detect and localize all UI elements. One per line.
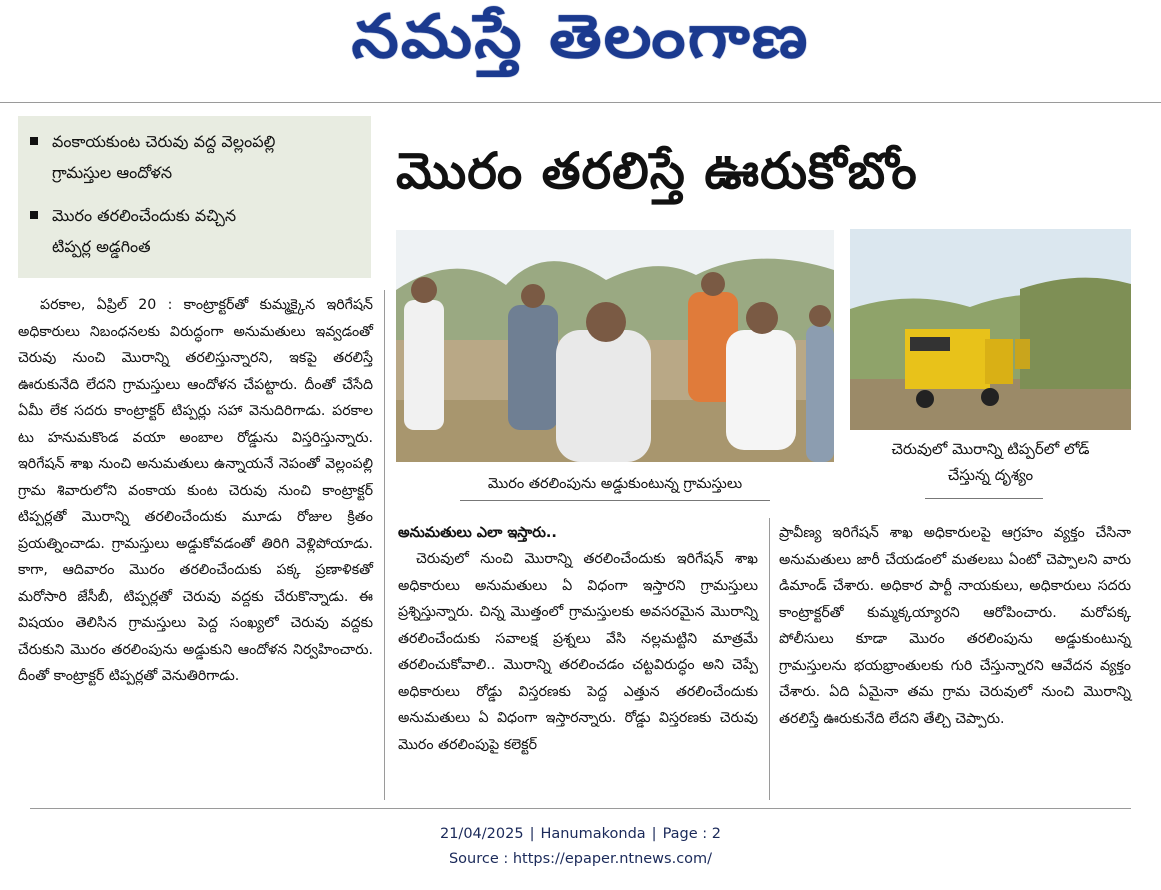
footer-page: Page : 2 bbox=[662, 826, 721, 842]
caption-underline bbox=[460, 500, 770, 501]
square-bullet-icon bbox=[30, 211, 38, 219]
masthead bbox=[0, 0, 1161, 100]
photo-caption: మొరం తరలింపును అడ్డుకుంటున్న గ్రామస్తులు bbox=[487, 476, 743, 492]
highlight-line: వంకాయకుంట చెరువు వద్ద వెల్లంపల్లి bbox=[52, 132, 276, 151]
article-column-3: ప్రావీణ్య ఇరిగేషన్ శాఖ అధికారులపై ఆగ్రహం వ్యక్తం చేసినా అనుమతులు జారీ చేయడంలో మతలబు ఏంటో చెప్పాలని వారు డిమాండ్ చేశారు. అధికార పార్టీ నాయకులు, అధికారులు సదరు కాంట్రాక్టర్‌తో కుమ్మక్కయ్యారని ఆరోపించారు. మరోపక్క పోలీసులు కూడా మొరం తరలింపును అడ్డుకుంటున్న గ్రామస్తులను భయభ్రాంతులకు గురి చేస్తున్నారని ఆవేదన వ్యక్తం చేశారు. ఏది ఏమైనా తమ గ్రామ చెరువులో నుంచి మొరాన్ని తరలిస్తే ఊరుకునేది లేదని తేల్చి చెప్పారు. bbox=[779, 525, 1131, 727]
footer-date: 21/04/2025 bbox=[439, 826, 524, 842]
footer-divider bbox=[30, 808, 1131, 809]
article-subheading: అనుమతులు ఎలా ఇస్తారు.. bbox=[398, 525, 557, 541]
newspaper-logo-title: నమస్తే తెలంగాణ bbox=[351, 2, 810, 72]
highlight-line: మొరం తరలించేందుకు వచ్చిన bbox=[52, 206, 237, 225]
caption-line: చెరువులో మొరాన్ని టిప్పర్‌లో లోడ్ bbox=[891, 440, 1090, 458]
column-divider bbox=[384, 290, 385, 800]
column-divider bbox=[769, 518, 770, 800]
villagers-protest-photo bbox=[396, 230, 834, 462]
highlight-line: టిప్పర్ల అడ్డగింత bbox=[52, 237, 151, 256]
highlight-item bbox=[30, 200, 360, 262]
footer-meta: 21/04/2025 | Hanumakonda | Page : 2 bbox=[439, 826, 721, 842]
highlight-item bbox=[30, 126, 360, 188]
tipper-loading-photo bbox=[850, 229, 1131, 430]
masthead-divider bbox=[0, 102, 1161, 103]
article-column-1: పరకాల, ఏప్రిల్ 20 : కాంట్రాక్టర్‌తో కుమ్మక్కైన ఇరిగేషన్ అధికారులు నిబంధనలకు విరుద్ధంగా అనుమతులు ఇవ్వడంతో చెరువు నుంచి మొరాన్ని తరలిస్తున్నారని, ఇకపై తరలిస్తే ఊరుకునేది లేదని గ్రామస్తులు ఆందోళన చేపట్టారు. దీంతో చేసేది ఏమీ లేక సదరు కాంట్రాక్టర్ టిప్పర్లు సహా వెనుదిరిగాడు. పరకాల టు హనుమకొండ వయా అంబాల రోడ్డును విస్తరిస్తున్నారు. ఇరిగేషన్ శాఖ నుంచి అనుమతులు ఉన్నాయనే నెపంతో వెల్లంపల్లి గ్రామ శివారులోని వంకాయ కుంట చెరువు నుంచి కాంట్రాక్టర్ టిప్పర్లతో మొరాన్ని తరలించేందుకు మూడు రోజుల క్రితం ప్రయత్నించాడు. గ్రామస్తులు అడ్డుకోవడంతో తిరిగి వెళ్లిపోయాడు. కాగా, ఆదివారం మొరం తరలించేందుకు పక్క ప్రణాళికతో మరోసారి జేసీబీ, టిప్పర్లతో చెరువు వద్దకు చేరుకొన్నాడు. ఈ విషయం తెలిసిన గ్రామస్తులు పెద్ద సంఖ్యలో చెరువు వద్దకు చేరుకుని మొరం తరలింపును అడ్డుకుని ఆందోళన నిర్వహించారు. దీంతో కాంట్రాక్టర్ టిప్పర్లతో వెనుతిరిగాడు. bbox=[18, 297, 373, 684]
highlights-box bbox=[18, 116, 371, 278]
photo-caption bbox=[850, 436, 1131, 488]
caption-underline bbox=[925, 498, 1043, 499]
caption-line: చేస్తున్న దృశ్యం bbox=[947, 466, 1034, 484]
highlight-line: గ్రామస్తుల ఆందోళన bbox=[52, 163, 173, 182]
square-bullet-icon bbox=[30, 137, 38, 145]
article-column-2: చెరువులో నుంచి మొరాన్ని తరలించేందుకు ఇరిగేషన్ శాఖ అధికారులు అనుమతులు ఏ విధంగా ఇస్తారని గ్రామస్తులు ప్రశ్నిస్తున్నారు. చిన్న మొత్తంలో గ్రామస్తులకు అవసరమైన మొరాన్ని తరలించేందుకు సవాలక్ష ప్రశ్నలు వేసి నల్లమట్టిని మాత్రమే తరలించుకోవాలి.. మొరాన్ని తరలించడం చట్టవిరుద్ధం అని చెప్పే అధికారులు రోడ్డు విస్తరణకు పెద్ద ఎత్తున తరలించేందుకు అనుమతులు ఏ విధంగా ఇస్తారన్నారు. రోడ్డు విస్తరణకు చెరువు మొరం తరలింపుపై కలెక్టర్ bbox=[398, 551, 758, 753]
headline: మొరం తరలిస్తే ఊరుకోబోం bbox=[396, 142, 918, 200]
villagers-photo-illustration bbox=[396, 230, 834, 462]
tipper-photo-illustration bbox=[850, 229, 1131, 430]
footer-source-link[interactable]: Source : https://epaper.ntnews.com/ bbox=[448, 851, 713, 867]
footer-place: Hanumakonda bbox=[540, 826, 646, 842]
